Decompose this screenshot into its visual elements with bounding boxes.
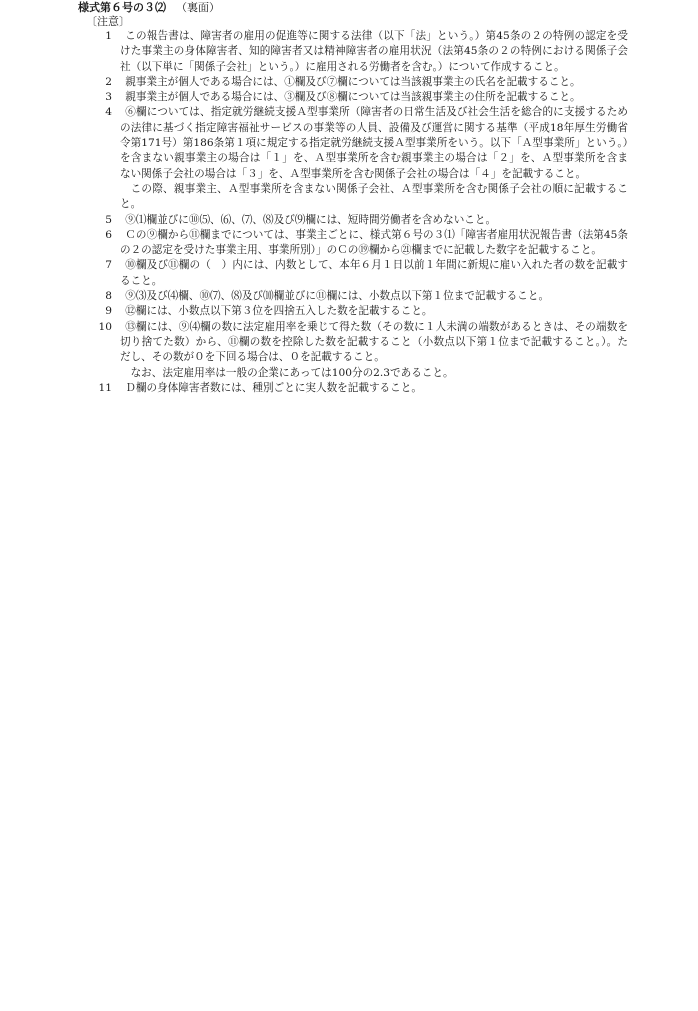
note-body bbox=[120, 289, 628, 304]
note-body bbox=[120, 320, 628, 381]
note-item bbox=[96, 320, 628, 381]
note-number: 3 bbox=[105, 91, 112, 104]
note-paragraph: 親事業主が個人である場合には、③欄及び⑧欄については当該親事業主の住所を記載すること。 bbox=[125, 91, 581, 104]
note-number: 9 bbox=[105, 305, 112, 318]
note-body bbox=[120, 105, 628, 212]
note-body bbox=[120, 75, 628, 90]
note-number: 2 bbox=[105, 75, 112, 88]
note-item bbox=[96, 228, 628, 259]
page-side-label: （裏面） bbox=[176, 1, 220, 14]
note-body bbox=[120, 213, 628, 228]
note-paragraph: 親事業主が個人である場合には、①欄及び⑦欄については当該親事業主の氏名を記載すること。 bbox=[125, 75, 581, 88]
form-header bbox=[78, 1, 220, 15]
note-paragraph: ⑩欄及び⑪欄の（ ）内には、内数として、本年６月１日以前１年間に新規に雇い入れた者の数を記載すること。 bbox=[120, 259, 628, 287]
note-body bbox=[120, 381, 628, 396]
note-paragraph: ⑨⑶及び⑷欄、⑩⑺、⑻及び⑽欄並びに⑪欄には、小数点以下第１位まで記載すること。 bbox=[125, 290, 550, 303]
note-item bbox=[96, 381, 628, 396]
note-number: 4 bbox=[105, 106, 112, 119]
note-item bbox=[96, 304, 628, 319]
note-number: 11 bbox=[98, 381, 112, 394]
notes-list bbox=[96, 29, 628, 396]
note-body bbox=[120, 304, 628, 319]
note-body bbox=[120, 90, 628, 105]
note-body bbox=[120, 258, 628, 289]
note-number: 6 bbox=[105, 228, 112, 241]
note-body bbox=[120, 29, 628, 75]
note-body bbox=[120, 228, 628, 259]
note-paragraph: ⑫欄には、小数点以下第３位を四捨五入した数を記載すること。 bbox=[125, 305, 433, 318]
note-item bbox=[96, 105, 628, 212]
note-paragraph: ⑨⑴欄並びに⑩⑸、⑹、⑺、⑻及び⑼欄には、短時間労働者を含めないこと。 bbox=[125, 213, 497, 226]
note-item bbox=[96, 258, 628, 289]
note-paragraph: なお、法定雇用率は一般の企業にあっては100分の2.3であること。 bbox=[130, 366, 454, 379]
note-number: 8 bbox=[105, 290, 112, 303]
note-item bbox=[96, 213, 628, 228]
note-item bbox=[96, 29, 628, 75]
notes-heading: 〔注意〕 bbox=[86, 15, 130, 28]
note-number: 5 bbox=[105, 213, 112, 226]
note-item bbox=[96, 289, 628, 304]
note-paragraph: ⑬欄には、⑨⑷欄の数に法定雇用率を乗じて得た数（その数に１人未満の端数があるときは、その端数を切り捨てた数）から、⑪欄の数を控除した数を記載すること（小数点以下第１位まで記載すること。）。ただし、その数が０を下回る場合は、０を記載すること。 bbox=[120, 320, 628, 364]
note-item bbox=[96, 90, 628, 105]
note-paragraph: この際、親事業主、Ａ型事業所を含まない関係子会社、Ａ型事業所を含む関係子会社の順に記載すること。 bbox=[120, 182, 628, 211]
note-paragraph: この報告書は、障害者の雇用の促進等に関する法律（以下「法」という。）第45条の２の特例の認定を受けた事業主の身体障害者、知的障害者又は精神障害者の雇用状況（法第45条の２の特例における関係子会社（以下単に「関係子会社」という。）に雇用される労働者を含む。）について作成すること。 bbox=[120, 30, 628, 73]
note-number: 1 bbox=[105, 30, 112, 42]
note-paragraph: ⑥欄については、指定就労継続支援Ａ型事業所（障害者の日常生活及び社会生活を総合的に支援するための法律に基づく指定障害福祉サービスの事業等の人員、設備及び運営に関する基準（平成18年厚生労働省令第171号）第186条第１項に規定する指定就労継続支援Ａ型事業所をいう。以下「Ａ型事業所」という。）を含まない親事業主の場合は「１」を、Ａ型事業所を含む親事業主の場合は「２」を、Ａ型事業所を含まない関係子会社の場合は「３」を、Ａ型事業所を含む関係子会社の場合は「４」を記載すること。 bbox=[120, 106, 628, 180]
note-paragraph: Ｄ欄の身体障害者数には、種別ごとに実人数を記載すること。 bbox=[125, 381, 422, 394]
note-paragraph: Ｃの⑨欄から⑪欄までについては、事業主ごとに、様式第６号の３⑴「障害者雇用状況報告書（法第45条の２の認定を受けた事業主用、事業所別）」のＣの⑲欄から㉑欄までに記載した数字を記載すること。 bbox=[120, 228, 628, 257]
form-number: 様式第６号の３⑵ bbox=[78, 1, 166, 14]
note-number: 10 bbox=[98, 320, 112, 333]
note-item bbox=[96, 75, 628, 90]
note-number: 7 bbox=[105, 259, 112, 272]
